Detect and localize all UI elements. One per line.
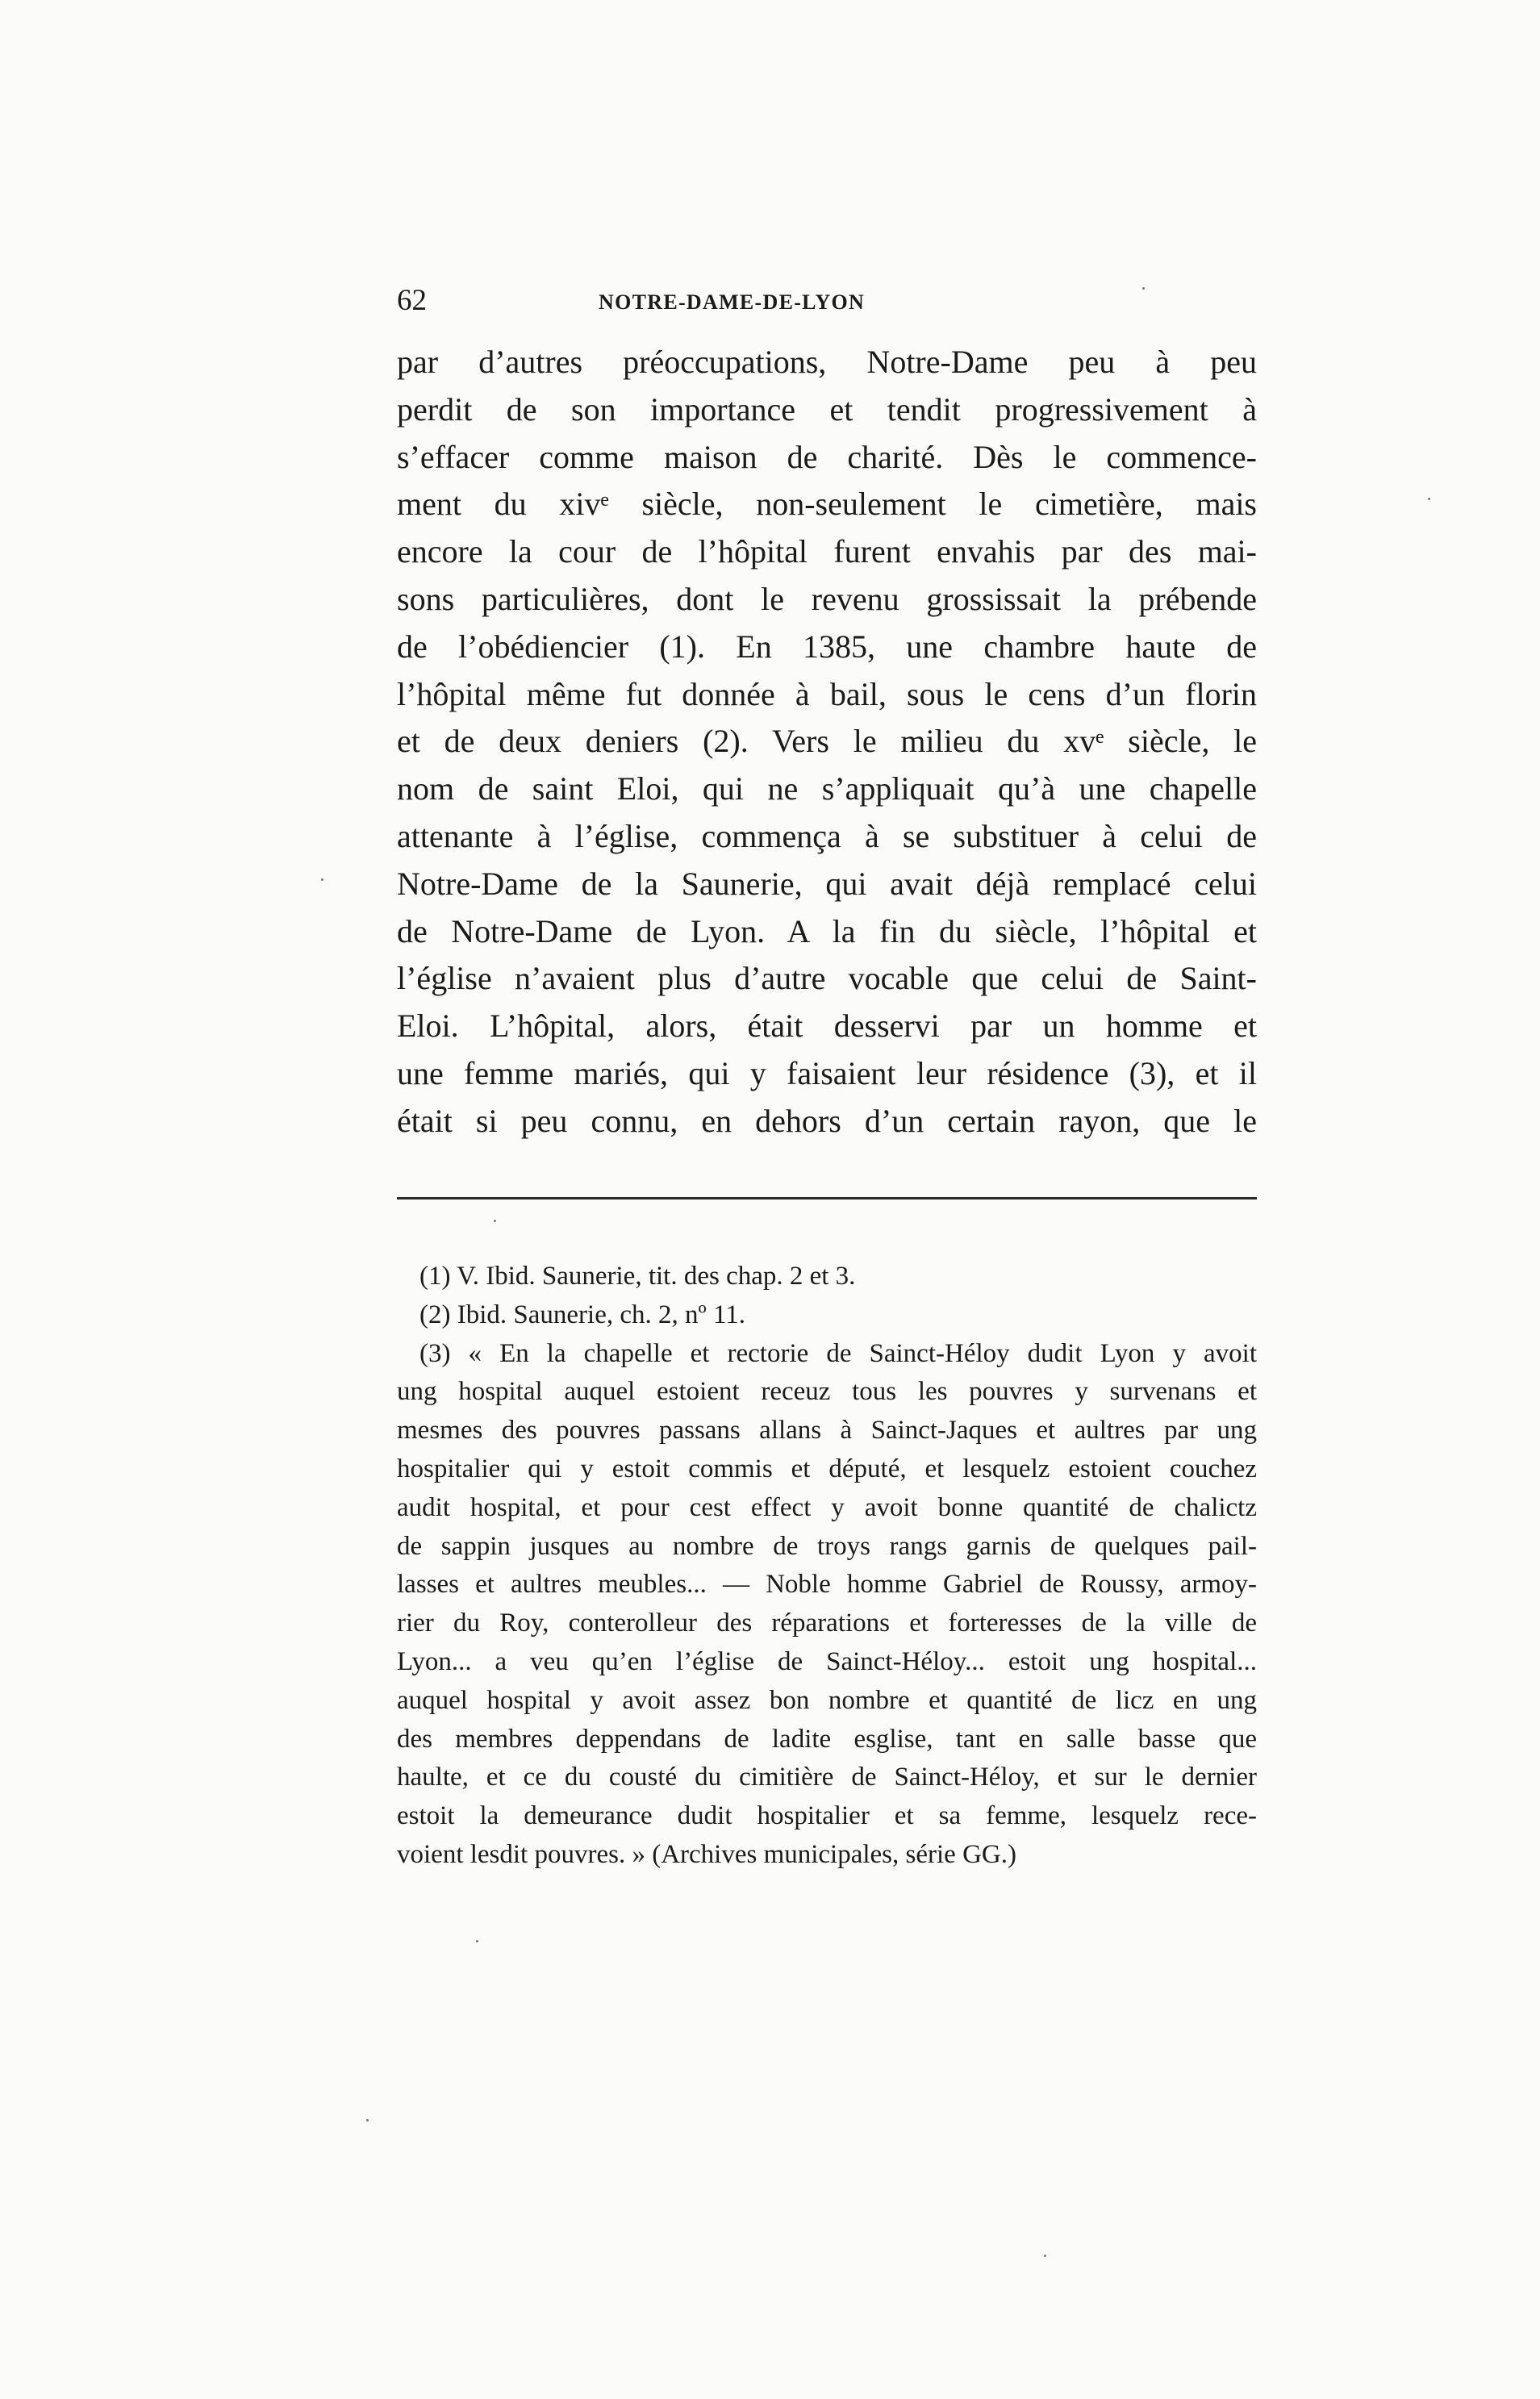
body-line: sons particulières, dont le revenu grossissait la prébende	[397, 580, 1257, 617]
body-line: et de deux deniers (2). Vers le milieu du xvᵉ siècle, le	[397, 723, 1257, 760]
body-line: l’église n’avaient plus d’autre vocable que celui de Saint-	[397, 960, 1257, 997]
body-line: de l’obédiencier (1). En 1385, une chambre haute de	[397, 628, 1257, 665]
footnote-line: lasses et aultres meubles... — Noble homme Gabriel de Roussy, armoy-	[397, 1570, 1257, 1600]
body-line: par d’autres préoccupations, Notre-Dame peu à peu	[397, 344, 1257, 380]
paper-speck	[321, 878, 323, 881]
footnote-line: (1) V. Ibid. Saunerie, tit. des chap. 2 et 3.	[419, 1262, 856, 1291]
footnote-line: de sappin jusques au nombre de troys rangs garnis de quelques pail-	[397, 1531, 1257, 1561]
body-line: était si peu connu, en dehors d’un certain rayon, que le	[397, 1102, 1257, 1139]
paper-speck	[476, 1940, 478, 1942]
footnote-line: voient lesdit pouvres. » (Archives municipales, série GG.)	[397, 1839, 1016, 1869]
body-line: Notre-Dame de la Saunerie, qui avait déjà remplacé celui	[397, 865, 1257, 902]
main-text	[397, 339, 1257, 1145]
footnote-line: rier du Roy, conterolleur des réparations et forteresses de la ville de	[397, 1608, 1257, 1638]
paper-speck	[1428, 498, 1430, 500]
paper-speck	[1142, 287, 1145, 290]
footnote-line: (3) « En la chapelle et rectorie de Sainct-Héloy dudit Lyon y avoit	[419, 1338, 1257, 1368]
footnote-separator	[397, 1197, 1257, 1200]
body-line: Eloi. L’hôpital, alors, était desservi par un homme et	[397, 1008, 1257, 1045]
paper-speck	[494, 1220, 496, 1222]
footnote-line: des membres deppendans de ladite esglise, tant en salle basse que	[397, 1724, 1257, 1754]
footnote-line: audit hospital, et pour cest effect y avoit bonne quantité de chalictz	[397, 1492, 1257, 1522]
body-line: de Notre-Dame de Lyon. A la fin du siècle, l’hôpital et	[397, 912, 1257, 949]
footnote-line: estoit la demeurance dudit hospitalier et sa femme, lesquelz rece-	[397, 1801, 1257, 1831]
running-title: NOTRE-DAME-DE-LYON	[599, 290, 866, 314]
paper-speck	[366, 2119, 369, 2122]
page-number: 62	[397, 284, 427, 317]
paper-speck	[1044, 2255, 1046, 2257]
body-line: encore la cour de l’hôpital furent envahis par des mai-	[397, 533, 1257, 570]
footnote-line: (2) Ibid. Saunerie, ch. 2, nº 11.	[419, 1300, 745, 1329]
footnotes	[397, 1258, 1257, 1875]
footnote-line: Lyon... a veu qu’en l’église de Sainct-Héloy... estoit ung hospital...	[397, 1646, 1257, 1676]
body-line: s’effacer comme maison de charité. Dès le commence-	[397, 438, 1257, 475]
body-line: l’hôpital même fut donnée à bail, sous le cens d’un florin	[397, 675, 1257, 712]
footnote-line: hospitalier qui y estoit commis et député, et lesquelz estoient couchez	[397, 1454, 1257, 1483]
body-line: attenante à l’église, commença à se substituer à celui de	[397, 817, 1257, 854]
footnote-line: haulte, et ce du cousté du cimitière de Sainct-Héloy, et sur le dernier	[397, 1763, 1257, 1792]
body-line: perdit de son importance et tendit progressivement à	[397, 390, 1257, 428]
footnote-line: auquel hospital y avoit assez bon nombre et quantité de licz en ung	[397, 1685, 1257, 1715]
footnote-line: ung hospital auquel estoient receuz tous les pouvres y survenans et	[397, 1377, 1257, 1407]
footnote-line: mesmes des pouvres passans allans à Sainct-Jaques et aultres par ung	[397, 1416, 1257, 1446]
body-line: nom de saint Eloi, qui ne s’appliquait qu’à une chapelle	[397, 770, 1257, 807]
body-line: ment du xivᵉ siècle, non-seulement le cimetière, mais	[397, 486, 1257, 523]
body-line: une femme mariés, qui y faisaient leur résidence (3), et il	[397, 1054, 1257, 1091]
page-header	[397, 282, 1257, 323]
